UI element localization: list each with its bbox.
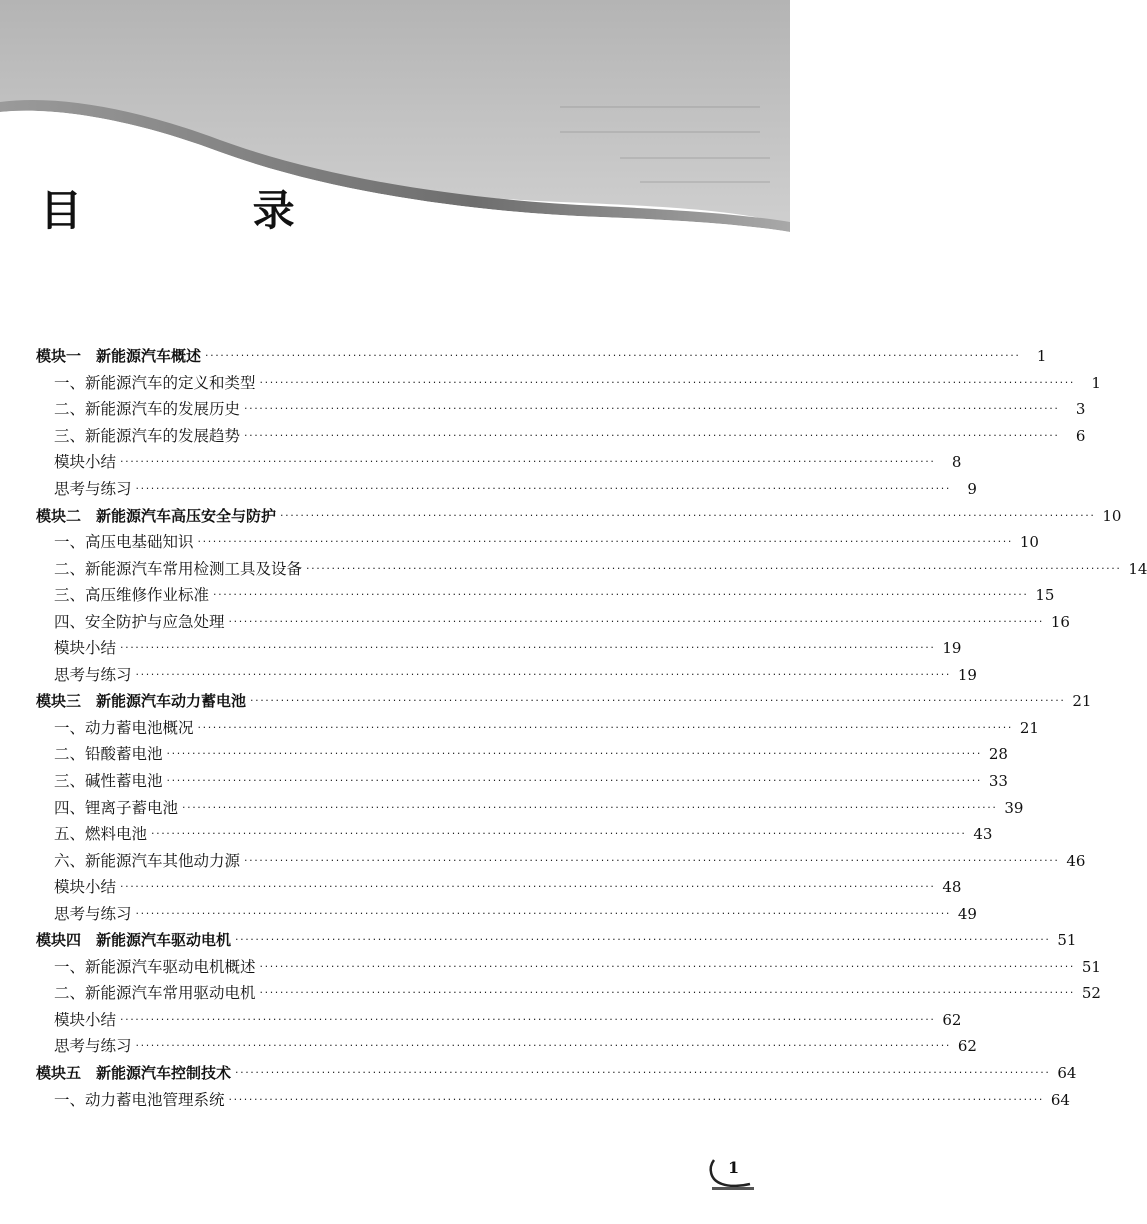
dot-leader: ································································································································································ [135,482,951,495]
toc-section-entry[interactable] [36,370,1101,397]
toc-entry-page: 16 [1050,612,1070,631]
toc-module-entry[interactable] [36,688,1092,715]
toc-section-entry[interactable] [36,1086,1070,1113]
toc-section-entry[interactable] [36,1007,962,1034]
dot-leader: ································································································································································ [120,641,936,655]
dot-leader: ································································································································································ [135,667,951,681]
toc-entry-page: 62 [942,1010,962,1029]
toc-module-entry[interactable] [36,927,1077,954]
toc-section-entry[interactable] [36,821,993,848]
toc-section-entry[interactable] [36,608,1070,635]
dot-leader: ································································································································································ [151,827,967,841]
dot-leader: ································································································································································ [280,508,1096,522]
toc-entry-page: 8 [951,453,962,472]
toc-entry-page: 43 [973,825,993,844]
toc-section-entry[interactable] [36,874,962,901]
toc-entry-page: 51 [1081,957,1101,976]
dot-leader: ································································································································································ [235,1066,1051,1080]
toc-section-entry[interactable] [36,954,1101,981]
toc-entry-page: 6 [1075,426,1086,445]
toc-entry-title: 模块四 新能源汽车驱动电机 [36,931,232,950]
toc-entry-title: 思考与练习 [54,480,132,498]
toc-entry-title: 三、碱性蓄电池 [54,772,163,791]
dot-leader: ································································································································································ [244,402,1060,416]
dot-leader: ································································································································································ [228,614,1044,628]
toc-entry-title: 三、新能源汽车的发展趋势 [54,426,241,445]
toc-section-entry[interactable] [36,741,1008,768]
toc-entry-page: 1 [1091,373,1101,392]
toc-entry-title: 模块小结 [54,453,117,472]
toc-entry-page: 28 [988,745,1008,764]
toc-module-entry[interactable] [36,502,1122,529]
toc-entry-page: 1 [1036,347,1047,366]
dot-leader: ································································································································································ [213,588,1029,602]
dot-leader: ································································································································································ [306,561,1122,575]
dot-leader: ································································································································································ [197,720,1013,734]
dot-leader: ································································································································································ [244,428,1060,442]
dot-leader: ································································································································································ [235,933,1051,947]
toc-entry-page: 15 [1035,586,1055,605]
dot-leader: ································································································································································ [250,694,1066,708]
toc-entry-title: 二、新能源汽车常用检测工具及设备 [54,559,303,578]
toc-section-entry[interactable] [36,635,962,662]
toc-section-entry[interactable] [36,555,1147,582]
toc-entry-page: 10 [1019,533,1039,552]
dot-leader: ································································································································································ [120,1012,936,1026]
toc-entry-title: 模块二 新能源汽车高压安全与防护 [36,506,277,525]
toc-entry-page: 64 [1050,1090,1070,1109]
toc-entry-title: 模块小结 [54,878,117,897]
toc-entry-title: 二、新能源汽车常用驱动电机 [54,984,256,1003]
toc-entry-title: 模块小结 [54,639,117,658]
toc-section-entry[interactable] [36,794,1024,821]
toc-entry-page: 10 [1102,506,1122,525]
toc-entry-title: 模块一 新能源汽车概述 [36,347,202,366]
toc-entry-title: 二、新能源汽车的发展历史 [54,400,241,419]
toc-entry-title: 一、动力蓄电池概况 [54,718,194,737]
dot-leader: ································································································································································ [120,455,936,469]
toc-entry-title: 思考与练习 [54,1037,132,1056]
toc-entry-title: 模块五 新能源汽车控制技术 [36,1064,232,1083]
toc-section-entry[interactable] [36,900,977,927]
toc-section-entry[interactable] [36,423,1086,450]
toc-entry-title: 四、锂离子蓄电池 [54,798,179,817]
toc-entry-page: 33 [988,772,1008,791]
dot-leader: ································································································································································ [120,880,936,894]
toc-module-entry[interactable] [36,1060,1077,1087]
toc-entry-title: 思考与练习 [54,665,132,684]
toc-section-entry[interactable] [36,847,1086,874]
table-of-contents [36,343,1147,1113]
toc-entry-page: 49 [957,904,977,923]
toc-entry-page: 9 [967,480,977,498]
dot-leader: ································································································································································ [135,906,951,920]
toc-entry-page: 14 [1128,559,1147,578]
toc-entry-title: 模块小结 [54,1010,117,1029]
toc-entry-title: 思考与练习 [54,904,132,923]
toc-entry-page: 21 [1072,692,1092,711]
toc-entry-page: 19 [942,639,962,658]
toc-section-entry[interactable] [36,449,962,476]
toc-entry-page: 21 [1019,718,1039,737]
dot-leader: ································································································································································ [259,986,1075,1000]
dot-leader: ································································································································································ [166,747,982,761]
toc-entry-page: 19 [957,665,977,684]
toc-entry-title: 二、铅酸蓄电池 [54,745,163,764]
toc-section-entry[interactable] [36,1033,977,1060]
dot-leader: ································································································································································ [259,959,1075,973]
page-number: 1 [728,1158,740,1177]
toc-entry-page: 51 [1057,931,1077,950]
toc-entry-page: 62 [957,1037,977,1056]
toc-entry-title: 模块三 新能源汽车动力蓄电池 [36,692,247,711]
toc-entry-page: 39 [1004,798,1024,817]
toc-entry-page: 64 [1057,1064,1077,1083]
toc-entry-page: 52 [1081,984,1101,1003]
dot-leader: ································································································································································ [135,1039,951,1053]
dot-leader: ································································································································································ [259,375,1075,389]
toc-module-entry[interactable] [36,343,1047,370]
dot-leader: ································································································································································ [205,349,1021,363]
dot-leader: ································································································································································ [182,800,998,814]
toc-entry-title: 五、燃料电池 [54,825,148,844]
dot-leader: ································································································································································ [197,535,1013,549]
toc-entry-title: 一、高压电基础知识 [54,533,194,552]
toc-entry-title: 三、高压维修作业标准 [54,586,210,605]
dot-leader: ································································································································································ [244,853,1060,867]
toc-section-entry[interactable] [36,662,977,689]
toc-section-entry[interactable] [36,529,1039,556]
toc-entry-title: 一、新能源汽车驱动电机概述 [54,957,256,976]
toc-entry-page: 3 [1075,400,1086,419]
dot-leader: ································································································································································ [228,1092,1044,1106]
toc-entry-page: 48 [942,878,962,897]
page-title: 目 录 [40,186,373,235]
toc-section-entry[interactable] [36,768,1008,795]
toc-entry-title: 四、安全防护与应急处理 [54,612,225,631]
dot-leader: ································································································································································ [166,774,982,788]
toc-section-entry[interactable] [36,715,1039,742]
toc-section-entry[interactable] [36,582,1055,609]
toc-entry-title: 一、新能源汽车的定义和类型 [54,373,256,392]
toc-section-entry[interactable] [36,396,1086,423]
toc-section-entry[interactable] [36,980,1101,1007]
toc-entry-title: 一、动力蓄电池管理系统 [54,1090,225,1109]
toc-entry-page: 46 [1066,851,1086,870]
toc-section-entry[interactable] [36,476,977,503]
toc-entry-title: 六、新能源汽车其他动力源 [54,851,241,870]
